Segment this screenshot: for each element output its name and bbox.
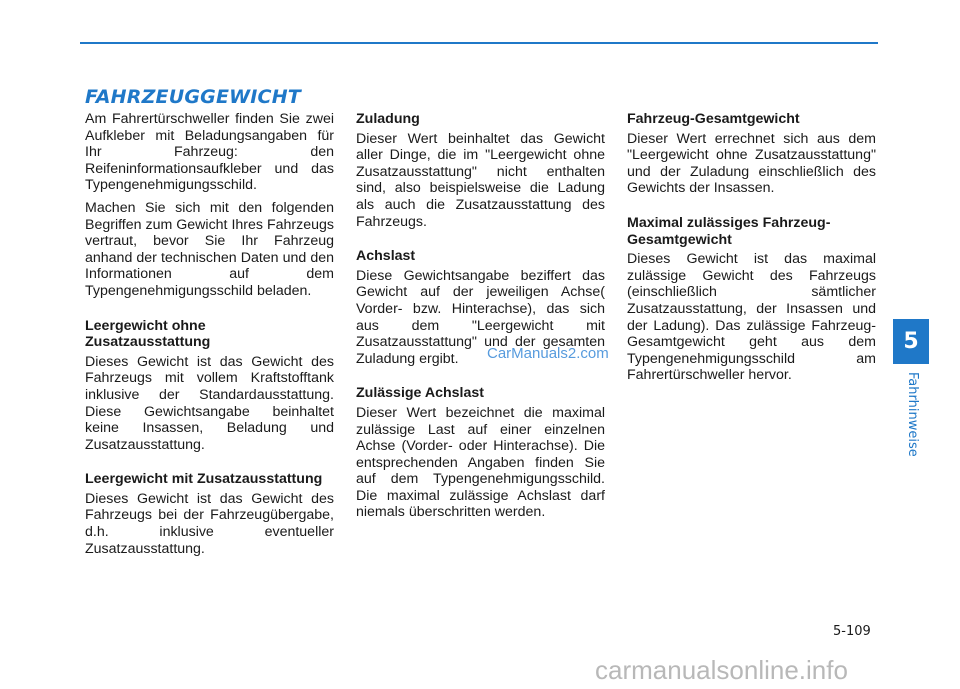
heading-zulaessige-achslast: Zulässige Achslast	[356, 385, 484, 402]
column-3	[627, 111, 876, 390]
watermark-center: CarManuals2.com	[487, 345, 609, 362]
heading-zuladung: Zuladung	[356, 111, 420, 127]
heading-leergewicht-ohne: Leergewicht ohne Zusatzausstattung	[85, 317, 211, 351]
section-title: FAHRZEUGGEWICHT	[85, 86, 301, 108]
paragraph-leergewicht-mit: Dieses Gewicht ist das Gewicht des Fahrzeugs bei der Fahrzeugübergabe, d.h. inklusive eventueller Zusatzausstattung.	[85, 490, 334, 557]
chapter-tab: 5	[893, 319, 929, 364]
paragraph-gesamtgewicht: Dieser Wert errechnet sich aus dem "Leergewicht ohne Zusatzausstattung" und der Zuladung einschließlich des Gewichts der Insassen.	[627, 130, 876, 197]
chapter-label: Fahrhinweise	[905, 372, 920, 457]
watermark-footer: carmanualsonline.info	[595, 655, 848, 685]
header-rule	[80, 42, 878, 44]
paragraph-zulaessige-achslast: Dieser Wert bezeichnet die maximal zulässige Last auf einer einzelnen Achse (Vorder- oder Hinterachse). Die entsprechenden Angaben finden Sie auf dem Typengenehmigungsschild. Die maximal zulässige Achslast darf niemals überschritten werden.	[356, 404, 605, 521]
intro-paragraph-1: Am Fahrertürschweller finden Sie zwei Aufkleber mit Beladungsangaben für Ihr Fahrzeug: den Reifeninformationsaufkleber und das Typengenehmigungsschild.	[85, 111, 334, 194]
page-number: 5-109	[833, 624, 871, 639]
paragraph-leergewicht-ohne: Dieses Gewicht ist das Gewicht des Fahrzeugs mit vollem Kraftstofftank inklusive der Standardausstattung. Diese Gewichtsangabe beinhaltet keine Insassen, Beladung und Zusatzausstattung.	[85, 353, 334, 453]
column-2	[356, 111, 605, 527]
heading-leergewicht-mit: Leergewicht mit Zusatzausstattung	[85, 471, 323, 488]
paragraph-zuladung: Dieser Wert beinhaltet das Gewicht aller Dinge, die im "Leergewicht ohne Zusatzausstattung" nicht enthalten sind, also beispielsweise die Ladung als auch die Zusatzausstattung des Fahrzeugs.	[356, 130, 605, 230]
heading-max-gesamtgewicht: Maximal zulässiges Fahrzeug-Gesamtgewicht	[627, 214, 831, 248]
column-1	[85, 111, 334, 563]
paragraph-max-gesamtgewicht: Dieses Gewicht ist das maximal zulässige Gewicht des Fahrzeugs (einschließlich sämtlicher Zusatzausstattung, der Insassen und der Ladung). Das zulässige Fahrzeug-Gesamtgewicht geht aus dem Typengenehmigungsschild am Fahrertürschweller hervor.	[627, 251, 876, 384]
heading-gesamtgewicht: Fahrzeug-Gesamtgewicht	[627, 111, 800, 127]
heading-achslast: Achslast	[356, 248, 416, 265]
intro-paragraph-2: Machen Sie sich mit den folgenden Begriffen zum Gewicht Ihres Fahrzeugs vertraut, bevor Sie Ihr Fahrzeug anhand der technischen Daten und den Informationen auf dem Typengenehmigungsschild beladen.	[85, 199, 334, 299]
paragraph-achslast: Diese Gewichtsangabe beziffert das Gewicht auf der jeweiligen Achse( Vorder- bzw. Hinterachse), das sich aus dem "Leergewicht mit Zusatzausstattung" und der gesamten Zuladung ergibt.	[356, 267, 605, 367]
